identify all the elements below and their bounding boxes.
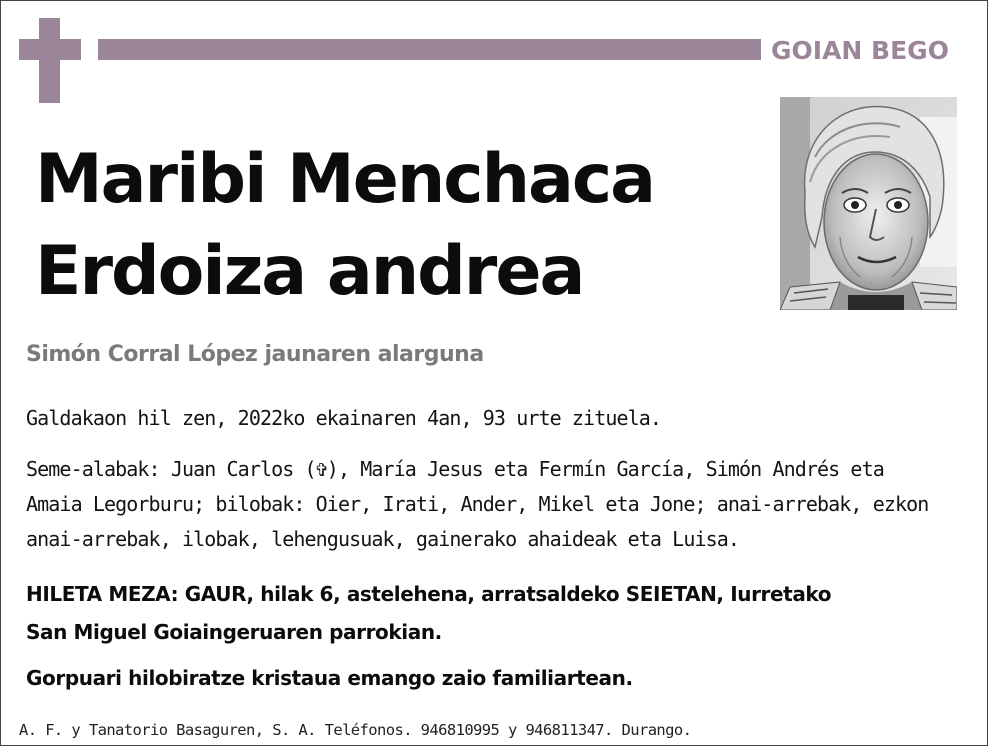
family-line: anai-arrebak, ilobak, lehengusuak, gainerako ahaideak eta Luisa.: [26, 527, 740, 551]
cross-icon-bar: [19, 39, 81, 60]
deceased-name: [35, 134, 654, 318]
portrait-image: [780, 97, 957, 310]
funeral-line: HILETA MEZA: GAUR, hilak 6, astelehena, arratsaldeko SEIETAN, Iurretako: [26, 582, 832, 606]
deceased-name-line-2: Erdoiza andrea: [35, 232, 584, 311]
family-line: Amaia Legorburu; bilobak: Oier, Irati, Ander, Mikel eta Jone; anai-arrebak, ezkon: [26, 492, 929, 516]
funeral-line: San Miguel Goiaingeruaren parrokian.: [26, 620, 442, 644]
deceased-name-line-1: Maribi Menchaca: [35, 140, 655, 219]
cross-icon: [39, 18, 60, 103]
header-rule: [98, 39, 761, 60]
funeral-mass-paragraph: [26, 575, 956, 651]
deceased-subtitle: Simón Corral López jaunaren alarguna: [26, 342, 484, 367]
funeral-home-footer: A. F. y Tanatorio Basaguren, S. A. Teléfonos. 946810995 y 946811347. Durango.: [19, 721, 692, 739]
header-tag: GOIAN BEGO: [771, 36, 949, 65]
family-line: Seme-alabak: Juan Carlos (✞), María Jesus eta Fermín García, Simón Andrés eta: [26, 457, 884, 481]
family-paragraph: [26, 452, 956, 557]
portrait-photo: [780, 97, 957, 310]
burial-statement: Gorpuari hilobiratze kristaua emango zaio familiartean.: [26, 666, 633, 690]
death-statement: Galdakaon hil zen, 2022ko ekainaren 4an, 93 urte zituela.: [26, 406, 662, 430]
